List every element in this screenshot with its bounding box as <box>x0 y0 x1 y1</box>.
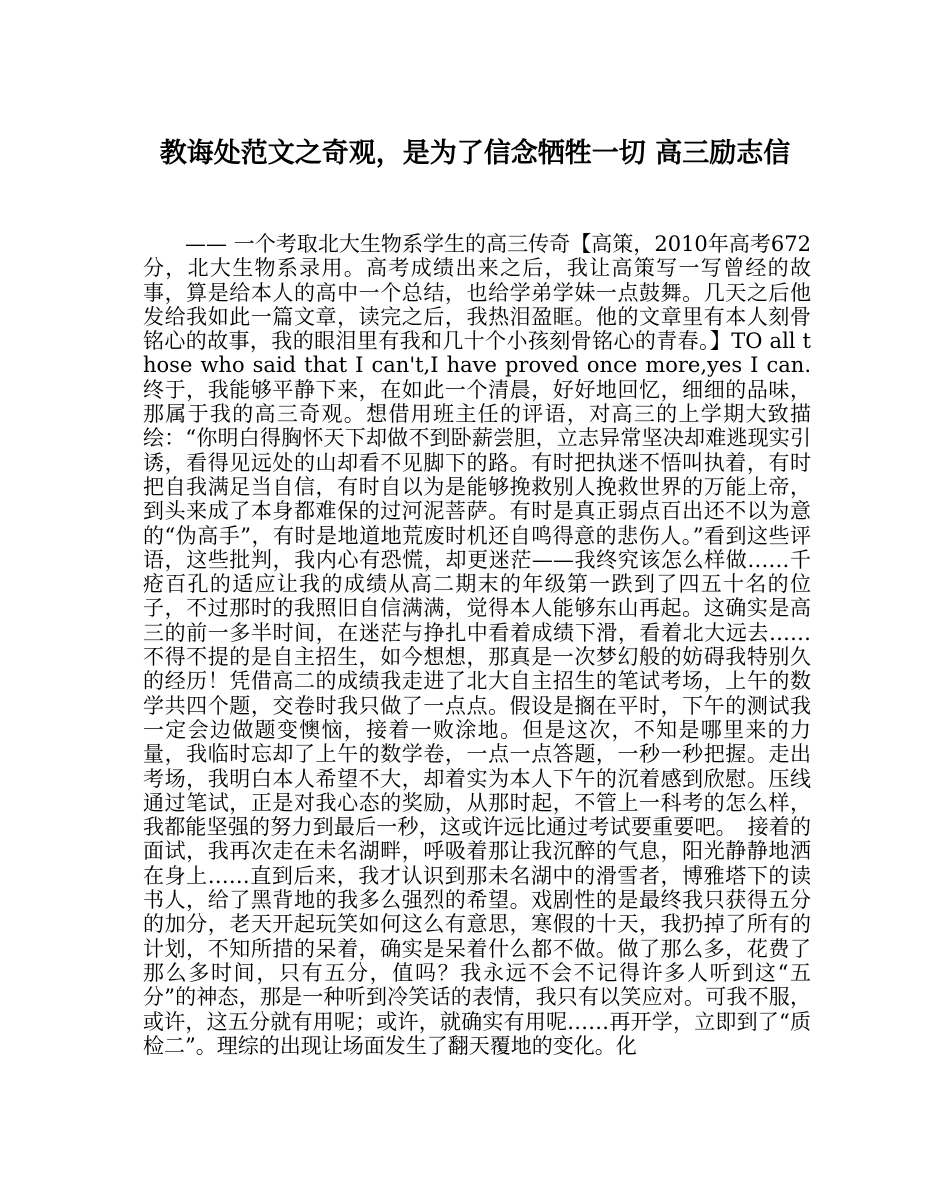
document-body: —— 一个考取北大生物系学生的高三传奇【高策，2010年高考672分，北大生物系录用。高考成绩出来之后，我让高策写一写曾经的故事，算是给本人的高中一个总结，也给学弟学妹一点鼓舞。几天之后他发给我如此一篇文章，读完之后，我热泪盈眶。他的文章里有本人刻骨铭心的故事，我的眼泪里有我和几十个小孩刻骨铭心的青春。】TO all those who said that I can't,I have proved once more,yes I can.终于，我能够平静下来，在如此一个清晨，好好地回忆，细细的品味，那属于我的高三奇观。想借用班主任的评语，对高三的上学期大致描绘：“你明白得胸怀天下却做不到卧薪尝胆，立志异常坚决却难逃现实引诱，看得见远处的山却看不见脚下的路。有时把执迷不悟叫执着，有时把自我满足当自信，有时自以为是能够挽救别人挽救世界的万能上帝，到头来成了本身都难保的过河泥菩萨。有时是真正弱点百出还不以为意的“伪高手”，有时是地道地荒废时机还自鸣得意的悲伤人。”看到这些评语，这些批判，我内心有恐慌，却更迷茫——我终究该怎么样做……千疮百孔的适应让我的成绩从高二期末的年级第一跌到了四五十名的位子，不过那时的我照旧自信满满，觉得本人能够东山再起。这确实是高三的前一多半时间，在迷茫与挣扎中看着成绩下滑，看着北大远去……不得不提的是自主招生，如今想想，那真是一次梦幻般的妨碍我特别久的经历！凭借高二的成绩我走进了北大自主招生的笔试考场，上午的数学共四个题，交卷时我只做了一点点。假设是搁在平时，下午的测试我一定会边做题变懊恼，接着一败涂地。但是这次，不知是哪里来的力量，我临时忘却了上午的数学卷，一点一点答题，一秒一秒把握。走出考场，我明白本人希望不大，却着实为本人下午的沉着感到欣慰。压线通过笔试，正是对我心态的奖励，从那时起，不管上一科考的怎么样，我都能坚强的努力到最后一秒，这或许远比通过考试要重要吧。 接着的面试，我再次走在未名湖畔，呼吸着那让我沉醉的气息，阳光静静地洒在身上……直到后来，我才认识到那未名湖中的滑雪者，博雅塔下的读书人，给了黑背地的我多么强烈的希望。戏剧性的是最终我只获得五分的加分，老天开起玩笑如何这么有意思，寒假的十天，我扔掉了所有的计划，不知所措的呆着，确实是呆着什么都不做。做了那么多，花费了那么多时间，只有五分，值吗？我永远不会不记得许多人听到这“五分”的神态，那是一种听到冷笑话的表情，我只有以笑应对。可我不服，或许，这五分就有用呢；或许，就确实有用呢……再开学，立即到了“质检二”。理综的出现让场面发生了翻天覆地的变化。化 <box>143 232 811 1058</box>
document-title: 教诲处范文之奇观，是为了信念牺牲一切 高三励志信 <box>159 138 791 169</box>
